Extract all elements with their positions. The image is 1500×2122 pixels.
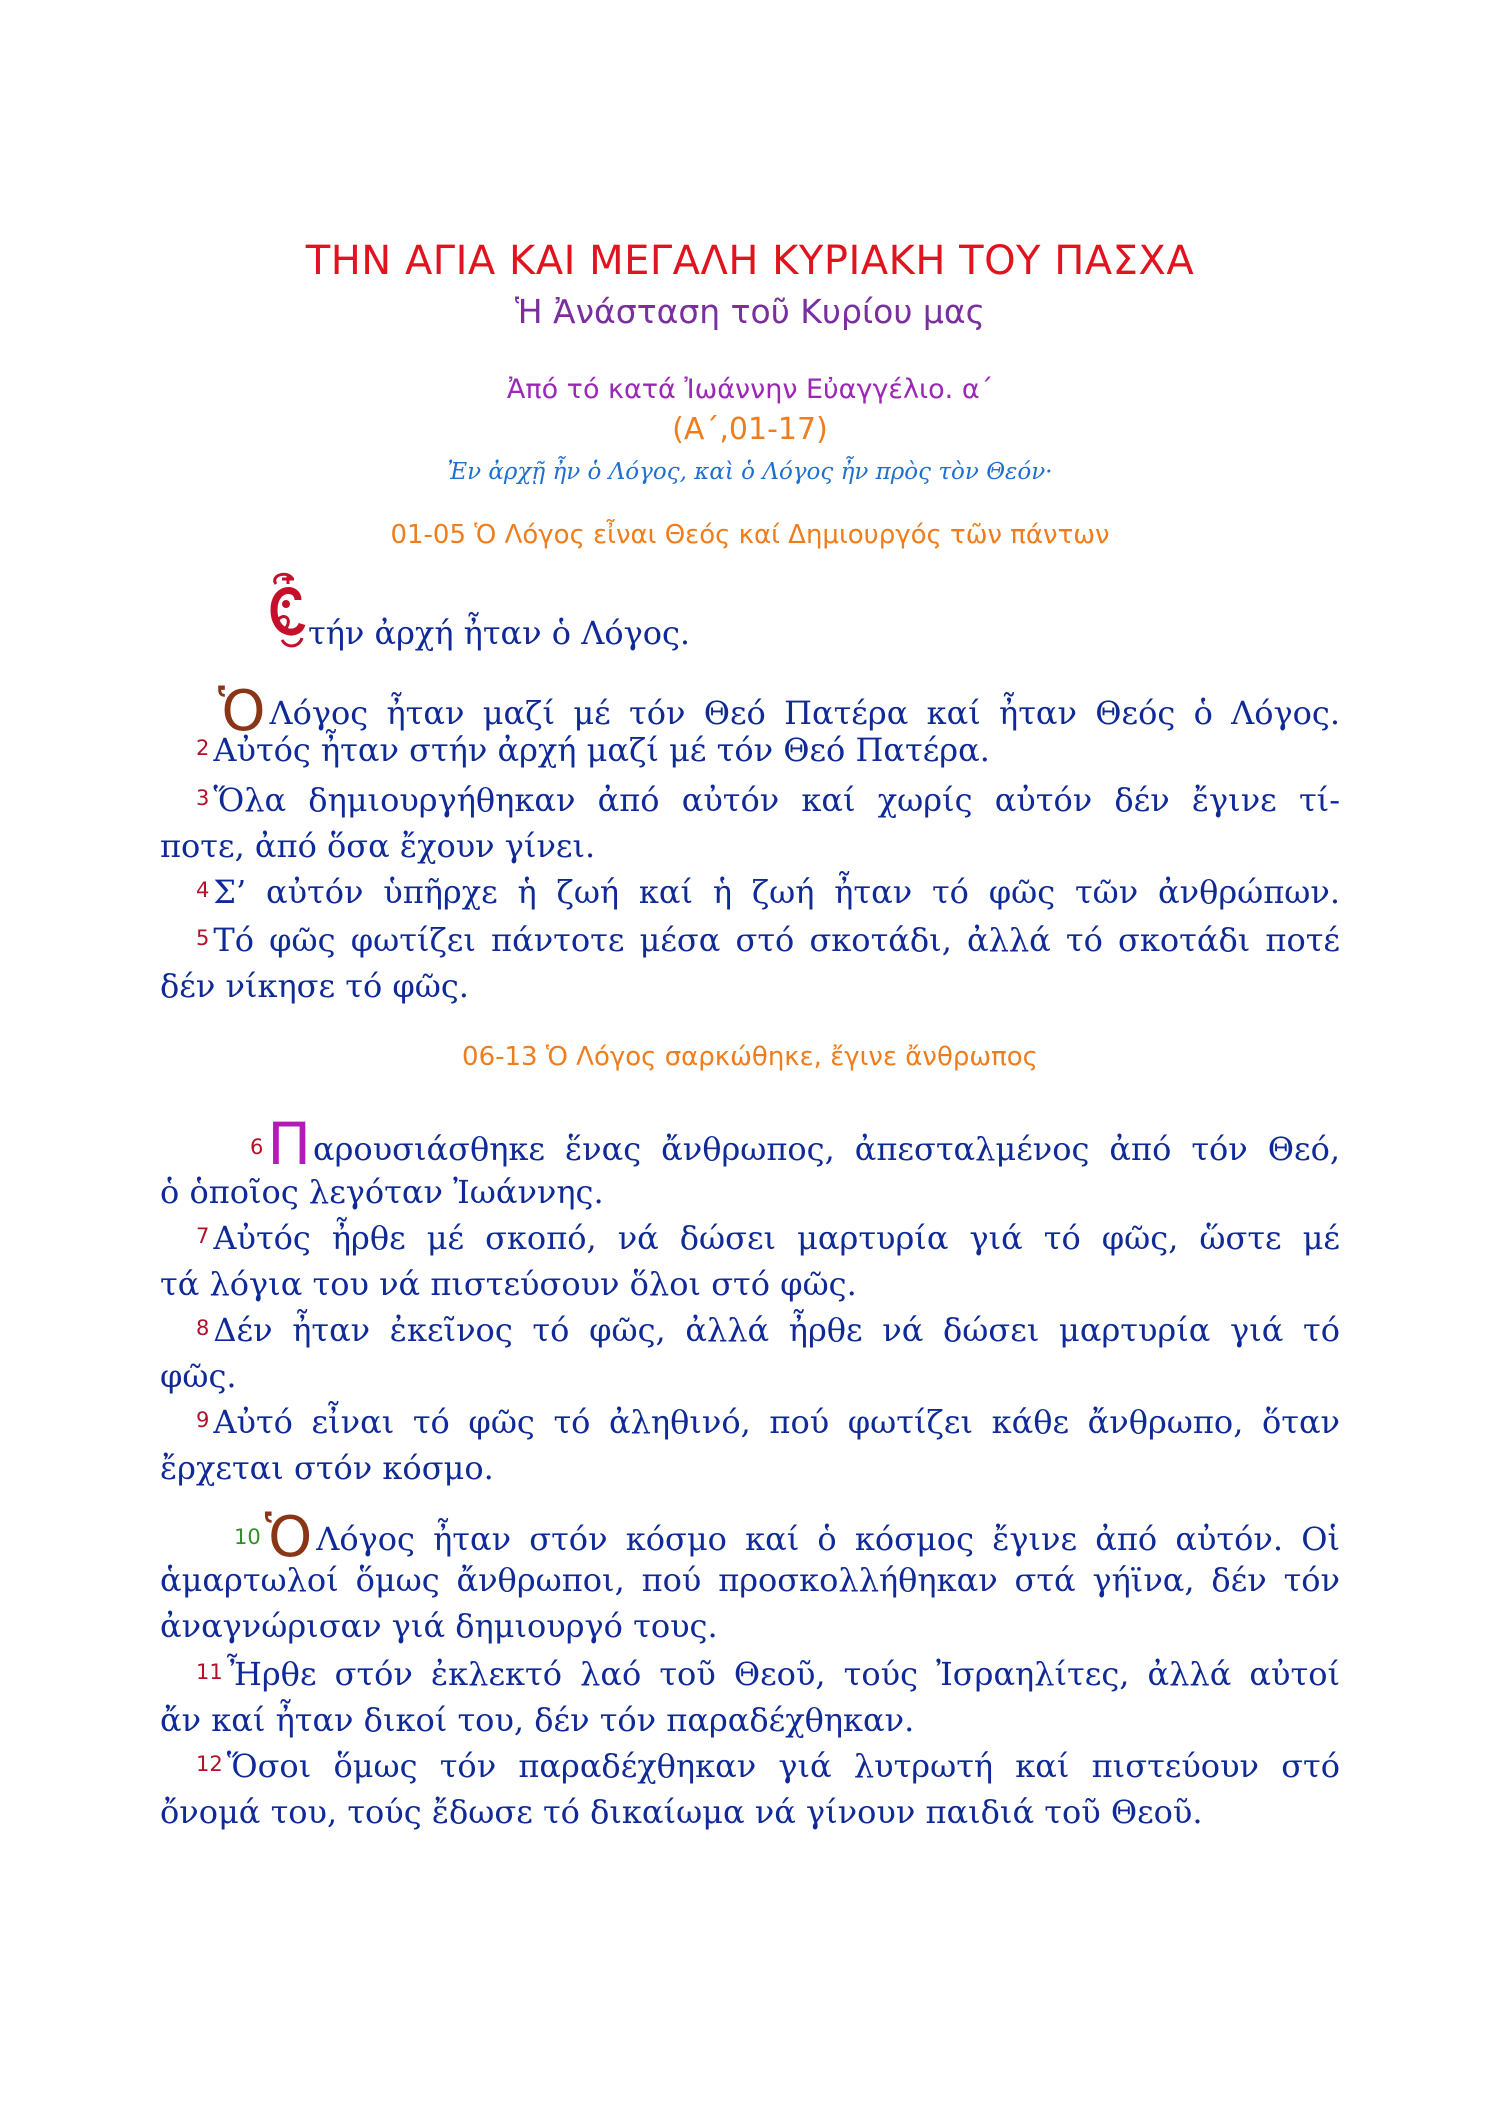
verse-text: Ὅσοι ὅμως τόν παραδέχθηκαν γιά λυτρωτή καί πιστεύουν στό xyxy=(226,1747,1340,1785)
verse-number: 2 xyxy=(196,736,210,760)
verse-number: 4 xyxy=(196,878,210,902)
verse-text: Αὐτός ἦρθε μέ σκοπό, νά δώσει μαρτυρία γιά τό φῶς, ὥστε μέ xyxy=(213,1219,1340,1257)
verse-9-line-1 xyxy=(196,1402,1340,1446)
verse-text: Τό φῶς φωτίζει πάντοτε μέσα στό σκοτάδι, ἀλλά τό σκοτάδι ποτέ xyxy=(213,921,1340,959)
verse-number: 6 xyxy=(250,1135,264,1159)
page-subtitle: Ἡ Ἀνάσταση τοῦ Κυρίου μας xyxy=(514,292,986,331)
verse-text: αρουσιάσθηκε ἕνας ἄνθρωπος, ἀπεσταλμένος ἀπό τόν Θεό, xyxy=(313,1130,1340,1168)
verse-number: 7 xyxy=(196,1224,210,1248)
gospel-source: Ἀπό τό κατά Ἰωάννην Εὐαγγέλιο. α΄ xyxy=(506,374,994,405)
verse-text: Αὐτός ἦταν στήν ἀρχή μαζί μέ τόν Θεό Πατέρα. xyxy=(213,731,990,769)
drop-capital: Ὁ xyxy=(218,679,266,744)
verse-6-line-2: ὁ ὁποῖος λεγόταν Ἰωάννης. xyxy=(160,1173,604,1211)
verse-number: 12 xyxy=(196,1752,223,1776)
verse-5-line-2: δέν νίκησε τό φῶς. xyxy=(160,967,469,1005)
verse-10-line-1 xyxy=(234,1505,1340,1570)
verse-text: Σ’ αὐτόν ὑπῆρχε ἡ ζωή καί ἡ ζωή ἦταν τό φῶς τῶν ἀνθρώπων. xyxy=(213,873,1340,911)
verse-12-line-1 xyxy=(196,1746,1340,1790)
verse-text: Ἦρθε στόν ἐκλεκτό λαό τοῦ Θεοῦ, τούς Ἰσραηλίτες, ἀλλά αὐτοί xyxy=(226,1655,1340,1693)
verse-2 xyxy=(196,730,1376,774)
verse-number: 11 xyxy=(196,1660,223,1684)
chapter-reference: (Α΄,01-17) xyxy=(672,412,828,447)
verse-3-line-1 xyxy=(196,780,1340,824)
verse-text: Λόγος ἦταν μαζί μέ τόν Θεό Πατέρα καί ἦταν Θεός ὁ Λόγος. xyxy=(269,694,1340,732)
verse-text: Ὅλα δημιουργήθηκαν ἀπό αὐτόν καί χωρίς αὐτόν δέν ἔγινε τί- xyxy=(213,781,1340,819)
verse-number: 8 xyxy=(196,1316,210,1340)
drop-capital: Π xyxy=(267,1110,311,1178)
verse-text: Δέν ἦταν ἐκεῖνος τό φῶς, ἀλλά ἦρθε νά δώσει μαρτυρία γιά τό xyxy=(213,1311,1340,1349)
verse-10-line-2: ἁμαρτωλοί ὅμως ἄνθρωποι, πού προσκολλήθηκαν στά γήϊνα, δέν τόν xyxy=(160,1561,1340,1599)
section-heading-1: 01-05 Ὁ Λόγος εἶναι Θεός καί Δημιουργός τῶν πάντων xyxy=(390,520,1110,550)
verse-5-line-1 xyxy=(196,920,1340,964)
opening-text: τήν ἀρχή ἦταν ὁ Λόγος. xyxy=(308,614,691,652)
drop-capital: Ὁ xyxy=(264,1505,313,1570)
verse-12-line-2: ὄνομά του, τούς ἔδωσε τό δικαίωμα νά γίνουν παιδιά τοῦ Θεοῦ. xyxy=(160,1793,1203,1831)
opening-line xyxy=(308,613,1208,653)
verse-number: 5 xyxy=(196,926,210,950)
verse-4 xyxy=(196,872,1340,916)
verse-number: 10 xyxy=(234,1525,261,1549)
verse-8-line-2: φῶς. xyxy=(160,1357,237,1395)
verse-9-line-2: ἔρχεται στόν κόσμο. xyxy=(160,1449,494,1487)
page-title: ΤΗΝ ΑΓΙΑ ΚΑΙ ΜΕΓΑΛΗ ΚΥΡΙΑΚΗ ΤΟΥ ΠΑΣΧΑ xyxy=(305,238,1195,284)
verse-10-line-3: ἀναγνώρισαν γιά δημιουργό τους. xyxy=(160,1607,718,1645)
verse-number: 9 xyxy=(196,1408,210,1432)
original-quote: Ἐν ἀρχῇ ἦν ὁ Λόγος, καὶ ὁ Λόγος ἦν πρὸς τὸν Θεόν· xyxy=(447,459,1053,485)
verse-6-line-1 xyxy=(250,1110,1340,1178)
section-heading-2: 06-13 Ὁ Λόγος σαρκώθηκε, ἔγινε ἄνθρωπος xyxy=(462,1042,1038,1072)
verse-text: Αὐτό εἶναι τό φῶς τό ἀληθινό, πού φωτίζει κάθε ἄνθρωπο, ὅταν xyxy=(213,1403,1340,1441)
verse-number: 3 xyxy=(196,786,210,810)
verse-11-line-2: ἄν καί ἦταν δικοί του, δέν τόν παραδέχθηκαν. xyxy=(160,1701,915,1739)
verse-7-line-2: τά λόγια του νά πιστεύσουν ὅλοι στό φῶς. xyxy=(160,1265,857,1303)
verse-text: Λόγος ἦταν στόν κόσμο καί ὁ κόσμος ἔγινε ἀπό αὐτόν. Οἱ xyxy=(316,1520,1340,1558)
ornamental-initial-icon xyxy=(268,570,308,652)
verse-11-line-1 xyxy=(196,1654,1340,1698)
verse-8-line-1 xyxy=(196,1310,1340,1354)
verse-3-line-2: ποτε, ἀπό ὅσα ἔχουν γίνει. xyxy=(160,827,596,865)
verse-7-line-1 xyxy=(196,1218,1340,1262)
verse-1-line-1 xyxy=(218,679,1340,744)
